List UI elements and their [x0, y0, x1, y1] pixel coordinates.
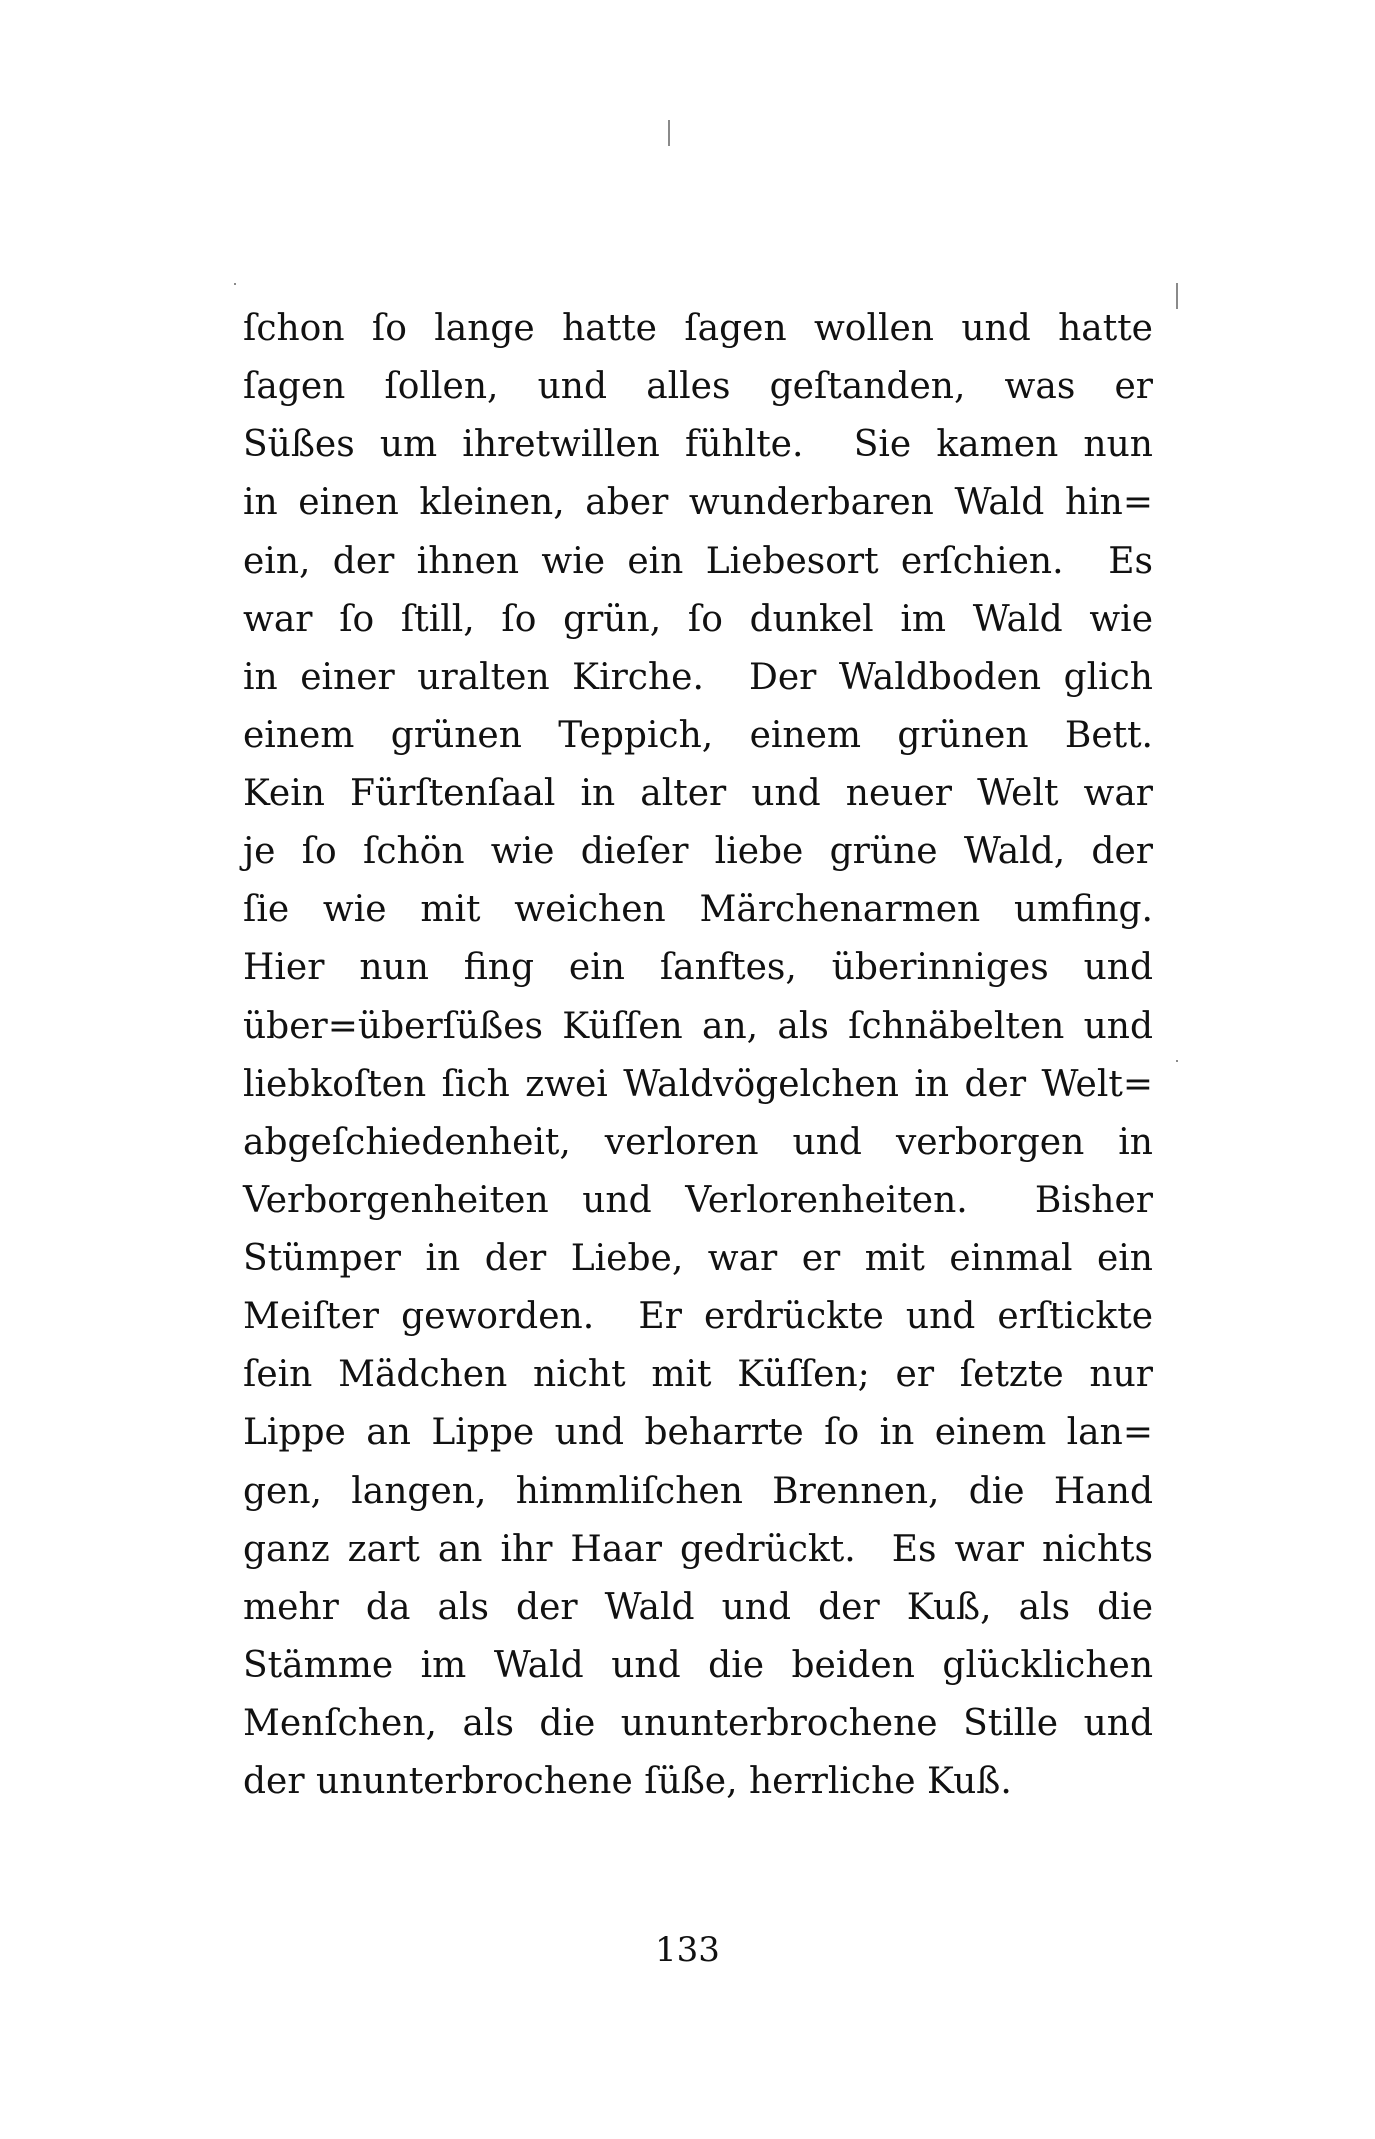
text-line: Lippe an Lippe und beharrte ſo in einem lan= [243, 1412, 1153, 1454]
page-number: 133 [655, 1930, 720, 1970]
text-line: in einer uralten Kirche. Der Waldboden glich [243, 656, 1153, 698]
text-line: Menſchen, als die ununterbrochene Stille und [243, 1703, 1153, 1744]
crop-mark-left [234, 283, 236, 285]
text-line: liebkoſten ſich zwei Waldvögelchen in der Welt= [243, 1063, 1153, 1105]
text-line: ſagen ſollen, und alles geſtanden, was er [243, 366, 1153, 408]
text-line: einem grünen Teppich, einem grünen Bett. [243, 714, 1153, 756]
crop-mark-top [668, 120, 670, 146]
crop-mark-right-lower [1176, 1060, 1178, 1062]
text-line: Stämme im Wald und die beiden glücklichen [243, 1644, 1153, 1686]
text-line: war ſo ſtill, ſo grün, ſo dunkel im Wald wie [243, 598, 1153, 640]
text-line: ſchon ſo lange hatte ſagen wollen und hatte [243, 308, 1153, 349]
text-line: Meiſter geworden. Er erdrückte und erſtickte [243, 1296, 1153, 1338]
text-line: in einen kleinen, aber wunderbaren Wald hin= [243, 482, 1153, 524]
text-line: abgeſchiedenheit, verloren und verborgen in [243, 1121, 1153, 1163]
text-line: ganz zart an ihr Haar gedrückt. Es war nichts [243, 1528, 1153, 1570]
text-line: über=überſüßes Küſſen an, als ſchnäbelten und [243, 1005, 1153, 1047]
text-line: ein, der ihnen wie ein Liebesort erſchien. Es [243, 540, 1153, 582]
text-line: je ſo ſchön wie dieſer liebe grüne Wald, der [243, 831, 1153, 873]
crop-mark-right [1176, 283, 1178, 309]
text-line: Stümper in der Liebe, war er mit einmal ein [243, 1238, 1153, 1279]
text-line: Kein Fürſtenſaal in alter und neuer Welt war [243, 773, 1153, 814]
text-line: Verborgenheiten und Verlorenheiten. Bisher [243, 1179, 1153, 1221]
text-line: ſie wie mit weichen Märchenarmen umfing. [243, 889, 1153, 931]
paragraph [243, 300, 1153, 1811]
body-text [243, 300, 1153, 1811]
text-line: der ununterbrochene ſüße, herrliche Kuß. [243, 1761, 1012, 1803]
text-line: Süßes um ihretwillen fühlte. Sie kamen nun [243, 424, 1153, 466]
text-line: gen, langen, himmliſchen Brennen, die Hand [243, 1470, 1153, 1512]
text-line: Hier nun fing ein ſanftes, überinniges und [243, 947, 1153, 989]
text-line: mehr da als der Wald und der Kuß, als die [243, 1586, 1153, 1628]
text-line: ſein Mädchen nicht mit Küſſen; er ſetzte nur [243, 1354, 1153, 1396]
